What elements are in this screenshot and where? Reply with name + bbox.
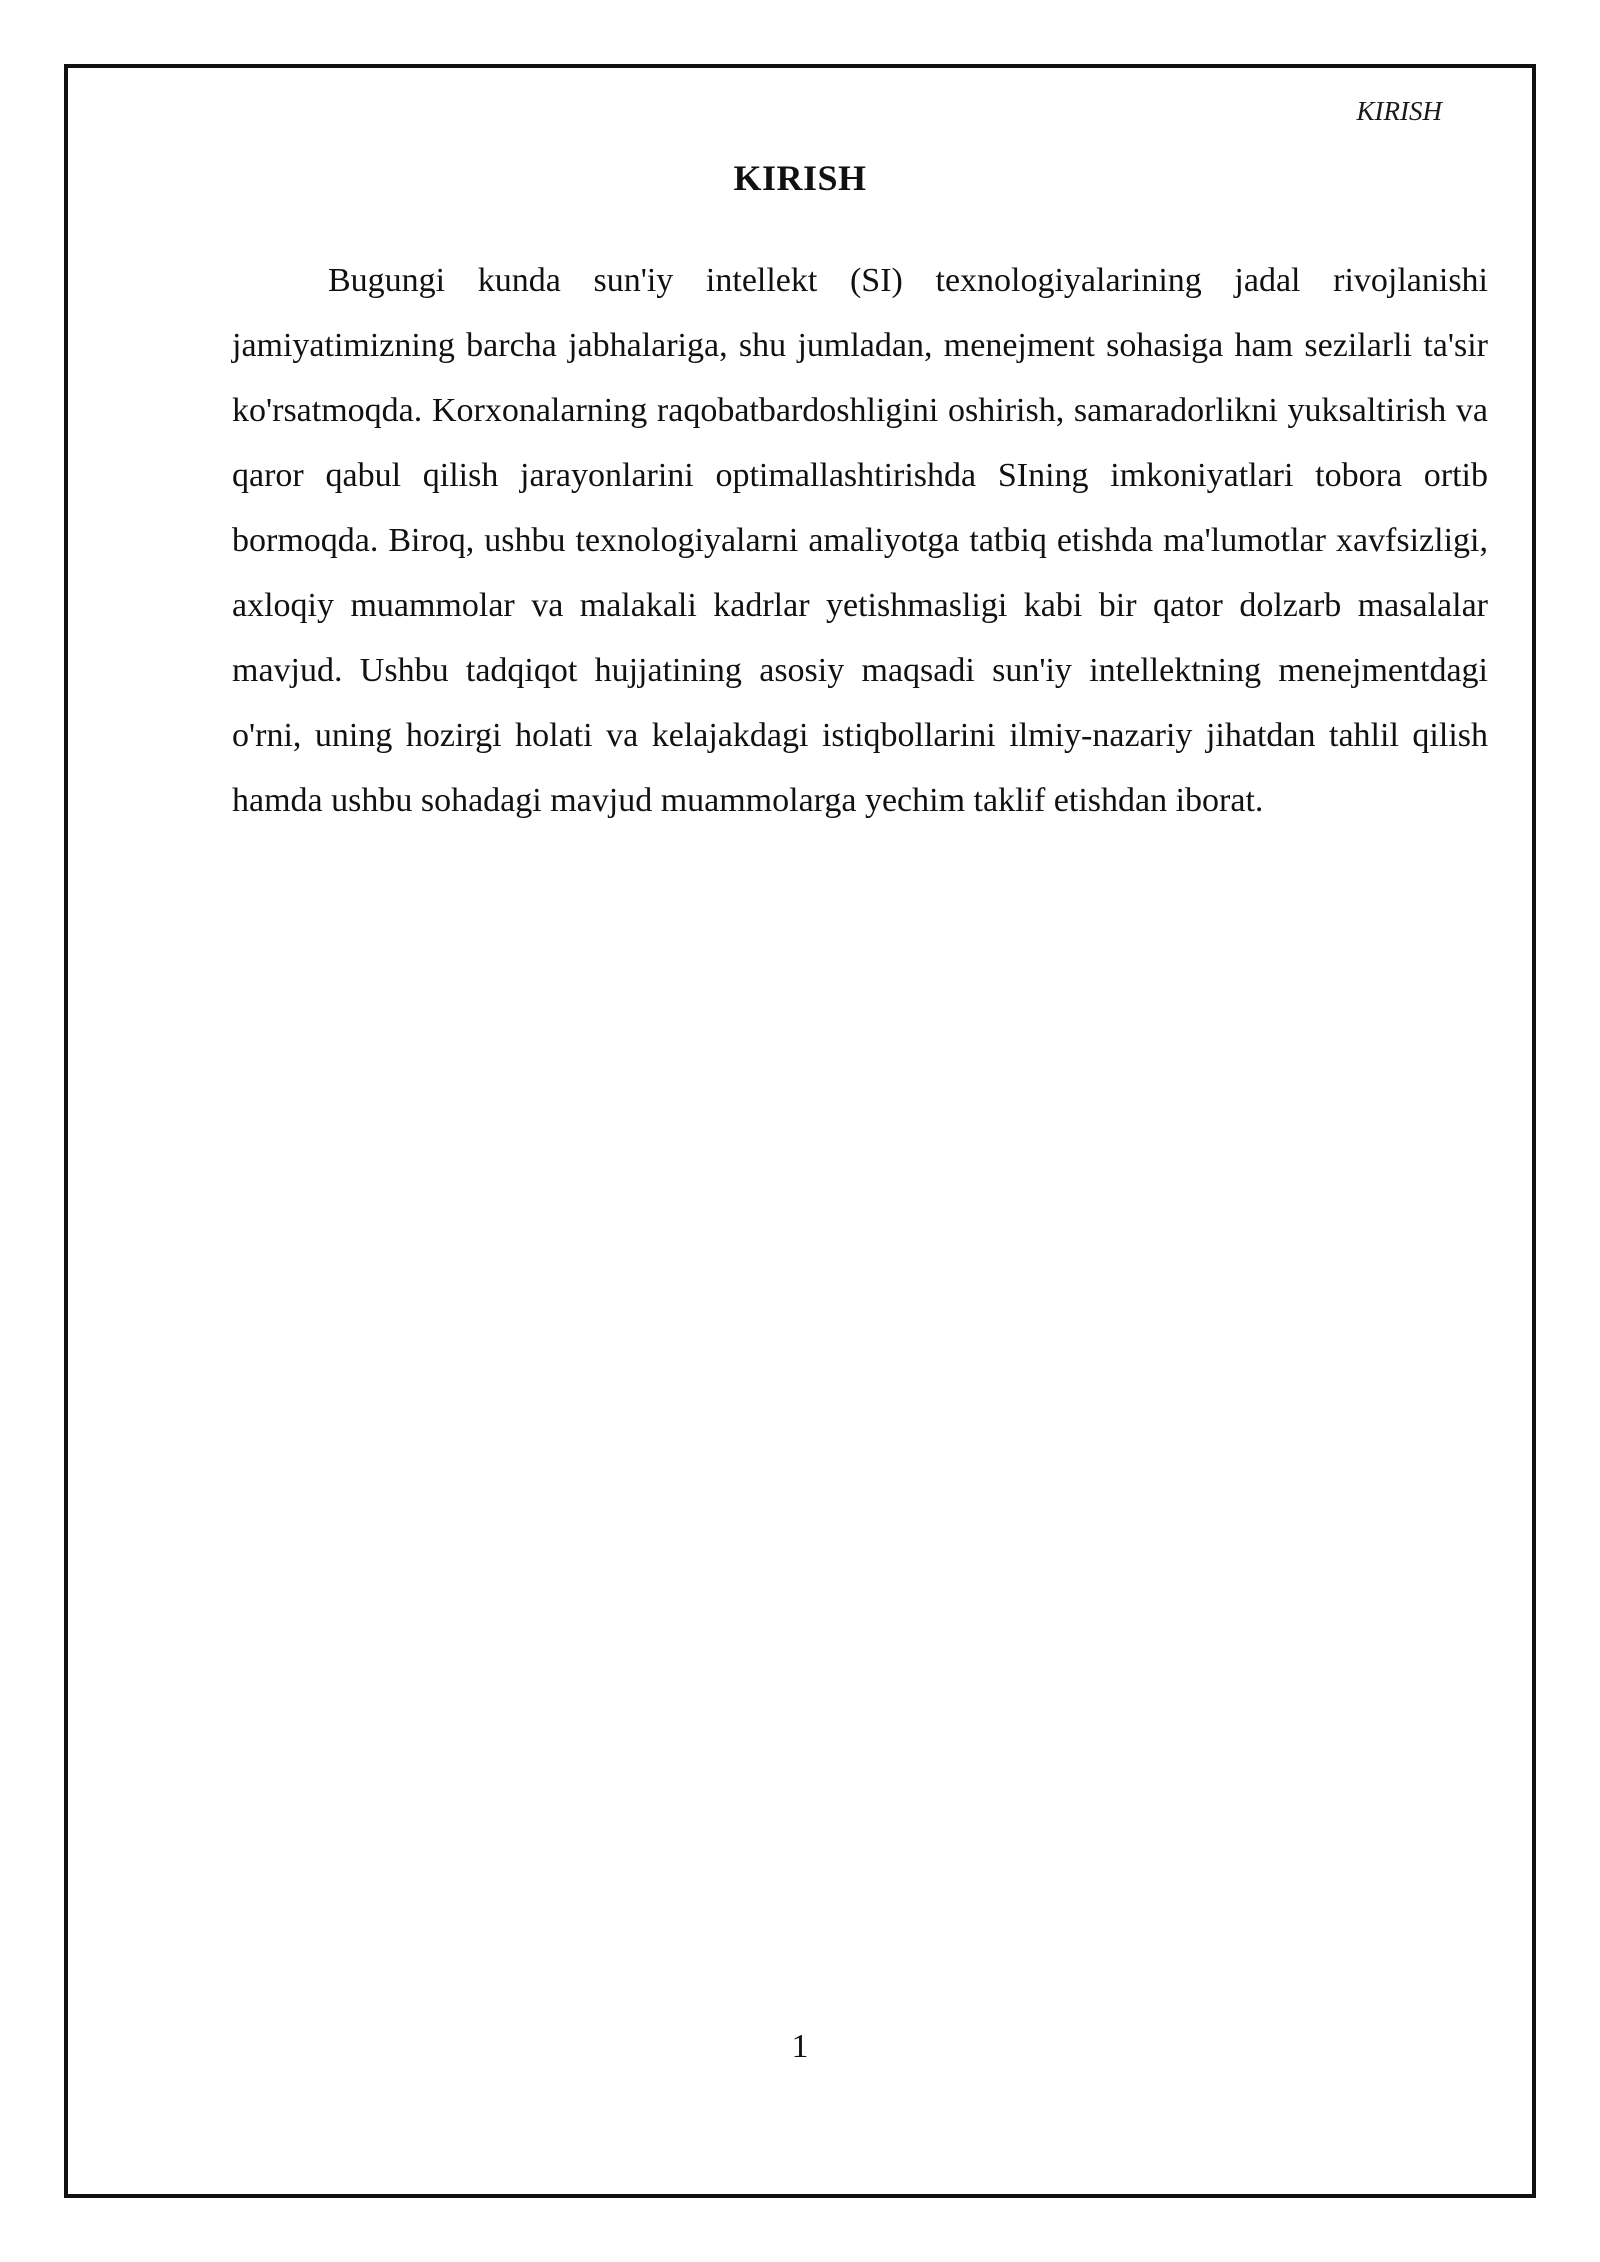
running-header: KIRISH bbox=[1356, 96, 1442, 126]
page-title: KIRISH bbox=[733, 158, 867, 198]
page-border bbox=[64, 64, 1536, 2198]
page-number: 1 bbox=[791, 2028, 809, 2065]
intro-paragraph: Bugungi kunda sun'iy intellekt (SI) texnologiyalarining jadal rivojlanishi jamiyatimizning barcha jabhalariga, shu jumladan, menejment sohasiga ham sezilarli ta'sir ko'rsatmoqda. Korxonalarning raqobatbardoshligini oshirish, samaradorlikni yuksaltirish va qaror qabul qilish jarayonlarini optimallashtirishda SIning imkoniyatlari tobora ortib bormoqda. Biroq, ushbu texnologiyalarni amaliyotga tatbiq etishda ma'lumotlar xavfsizligi, axloqiy muammolar va malakali kadrlar yetishmasligi kabi bir qator dolzarb masalalar mavjud. Ushbu tadqiqot hujjatining asosiy maqsadi sun'iy intellektning menejmentdagi o'rni, uning hozirgi holati va kelajakdagi istiqbollarini ilmiy-nazariy jihatdan tahlil qilish hamda ushbu sohadagi mavjud muammolarga yechim taklif etishdan iborat. bbox=[232, 262, 1488, 819]
